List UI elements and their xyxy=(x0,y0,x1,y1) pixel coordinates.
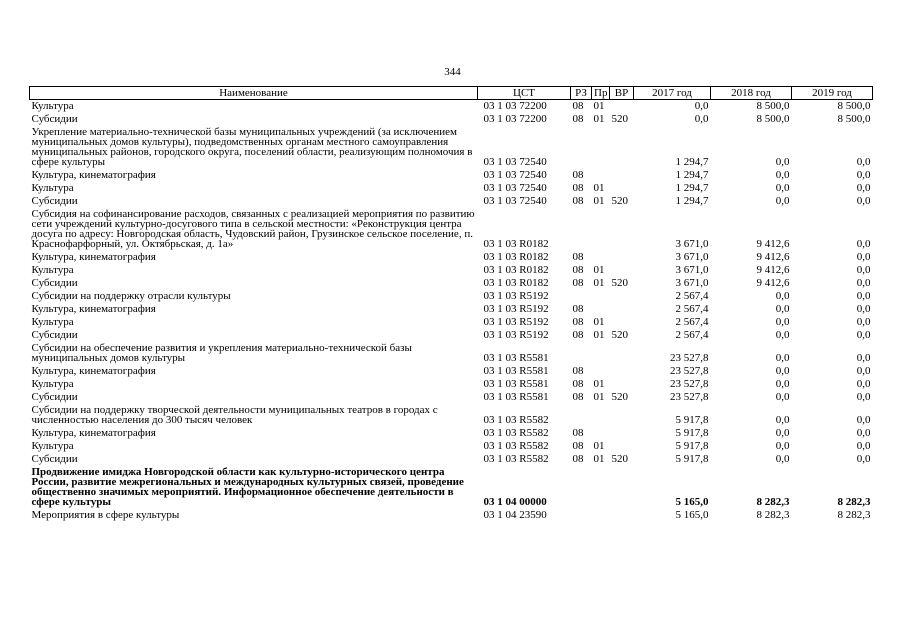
cell-2019: 0,0 xyxy=(856,182,871,194)
table-row xyxy=(30,182,873,195)
cell-2019: 0,0 xyxy=(856,303,871,315)
cell-2018: 0,0 xyxy=(775,427,790,439)
cell-2017: 5 917,8 xyxy=(675,440,709,452)
cell-rz: 08 xyxy=(572,391,584,403)
cell-pr: 01 xyxy=(593,391,605,403)
cell-vr: 520 xyxy=(611,391,628,403)
cell-2017: 0,0 xyxy=(694,113,709,125)
cell-2017: 2 567,4 xyxy=(675,290,709,302)
header-name: Наименование xyxy=(30,87,478,100)
cell-pr xyxy=(592,169,610,182)
cell-2019: 8 282,3 xyxy=(837,509,871,521)
cell-2018: 8 500,0 xyxy=(756,100,790,112)
table-row xyxy=(30,264,873,277)
table-row xyxy=(30,342,873,365)
cell-2018: 9 412,6 xyxy=(756,264,790,276)
cell-cst: 03 1 03 R5192 xyxy=(483,290,549,302)
cell-name: Культура xyxy=(31,182,74,194)
cell-name: Субсидии xyxy=(31,113,78,125)
cell-2018: 9 412,6 xyxy=(756,277,790,289)
table-row xyxy=(30,126,873,169)
cell-pr xyxy=(592,342,610,365)
cell-name: Субсидии xyxy=(31,277,78,289)
cell-rz: 08 xyxy=(572,100,584,112)
cell-cst: 03 1 03 R0182 xyxy=(483,251,549,263)
cell-cst: 03 1 03 72540 xyxy=(483,182,547,194)
cell-cst: 03 1 03 72540 xyxy=(483,156,547,168)
cell-2018: 0,0 xyxy=(775,378,790,390)
cell-2018: 8 282,3 xyxy=(756,496,790,508)
cell-2019: 0,0 xyxy=(856,440,871,452)
cell-2018: 0,0 xyxy=(775,352,790,364)
cell-vr xyxy=(610,342,634,365)
cell-2017: 3 671,0 xyxy=(675,251,709,263)
cell-rz: 08 xyxy=(572,427,584,439)
cell-2019: 0,0 xyxy=(856,290,871,302)
cell-vr xyxy=(610,290,634,303)
cell-name: Субсидии xyxy=(31,453,78,465)
cell-2019: 0,0 xyxy=(856,329,871,341)
table-row xyxy=(30,290,873,303)
table-header-row xyxy=(30,87,873,100)
table-body xyxy=(30,100,873,523)
cell-rz: 08 xyxy=(572,182,584,194)
cell-cst: 03 1 03 R5192 xyxy=(483,329,549,341)
cell-rz: 08 xyxy=(572,251,584,263)
cell-rz xyxy=(571,466,592,509)
cell-cst: 03 1 03 72200 xyxy=(483,113,547,125)
cell-pr: 01 xyxy=(593,195,605,207)
cell-cst: 03 1 03 R0182 xyxy=(483,277,549,289)
cell-rz: 08 xyxy=(572,169,584,181)
cell-pr: 01 xyxy=(593,113,605,125)
cell-rz xyxy=(571,290,592,303)
cell-2018: 8 282,3 xyxy=(756,509,790,521)
cell-vr xyxy=(610,404,634,427)
cell-2018: 0,0 xyxy=(775,365,790,377)
cell-rz xyxy=(571,126,592,169)
cell-2018: 0,0 xyxy=(775,169,790,181)
table-row xyxy=(30,303,873,316)
cell-name: Мероприятия в сфере культуры xyxy=(31,509,180,521)
cell-rz: 08 xyxy=(572,277,584,289)
cell-2019: 8 500,0 xyxy=(837,100,871,112)
cell-rz: 08 xyxy=(572,365,584,377)
table-row xyxy=(30,195,873,208)
cell-rz: 08 xyxy=(572,316,584,328)
header-2017: 2017 год xyxy=(634,87,711,100)
cell-pr: 01 xyxy=(593,453,605,465)
cell-cst: 03 1 03 R5582 xyxy=(483,440,549,452)
cell-name: Продвижение имиджа Новгородской области как культурно-исторического центра России, развитие межрегиональных и международных культурных связей, проведение общественно значимых мероприятий. Информационное обеспечение деятельности в сфере культуры xyxy=(31,466,464,508)
cell-name: Субсидии на обеспечение развития и укрепления материально-технической базы муниципальных домов культуры xyxy=(31,342,412,364)
cell-pr xyxy=(592,404,610,427)
table-row xyxy=(30,453,873,466)
header-vr: ВР xyxy=(610,87,634,100)
cell-cst: 03 1 04 23590 xyxy=(483,509,547,521)
cell-cst: 03 1 03 72540 xyxy=(483,169,547,181)
header-rz: РЗ xyxy=(571,87,592,100)
cell-2018: 9 412,6 xyxy=(756,238,790,250)
cell-cst: 03 1 03 R5582 xyxy=(483,453,549,465)
cell-name: Культура xyxy=(31,264,74,276)
cell-pr: 01 xyxy=(593,316,605,328)
cell-rz: 08 xyxy=(572,453,584,465)
cell-2017: 5 165,0 xyxy=(675,496,709,508)
cell-2019: 0,0 xyxy=(856,251,871,263)
table-row xyxy=(30,466,873,509)
header-2018: 2018 год xyxy=(711,87,792,100)
cell-vr xyxy=(610,440,634,453)
cell-2018: 9 412,6 xyxy=(756,251,790,263)
cell-2018: 0,0 xyxy=(775,316,790,328)
cell-pr xyxy=(592,509,610,522)
table-row xyxy=(30,440,873,453)
cell-rz xyxy=(571,404,592,427)
table-row xyxy=(30,391,873,404)
cell-2019: 0,0 xyxy=(856,277,871,289)
cell-vr xyxy=(610,264,634,277)
table-row xyxy=(30,404,873,427)
cell-vr xyxy=(610,303,634,316)
cell-2019: 0,0 xyxy=(856,414,871,426)
cell-name: Субсидии на поддержку творческой деятельности муниципальных театров в городах с численностью населения до 300 тысяч человек xyxy=(31,404,438,426)
cell-name: Субсидии xyxy=(31,195,78,207)
cell-2018: 0,0 xyxy=(775,391,790,403)
cell-2019: 8 500,0 xyxy=(837,113,871,125)
cell-name: Субсидия на софинансирование расходов, связанных с реализацией мероприятия по развитию сети учреждений культурно-досугового типа в сельской местности: «Реконструкция центра досуга по адресу: Новгородская область, Чудовский район, Грузинское сельское поселение, п. Краснофарфорный, ул. Октябрьская, д. 1а» xyxy=(31,208,475,250)
cell-rz: 08 xyxy=(572,440,584,452)
cell-2018: 0,0 xyxy=(775,329,790,341)
table-row xyxy=(30,277,873,290)
cell-vr xyxy=(610,169,634,182)
cell-2017: 0,0 xyxy=(694,100,709,112)
header-2019: 2019 год xyxy=(792,87,873,100)
cell-2018: 0,0 xyxy=(775,440,790,452)
cell-2017: 3 671,0 xyxy=(675,238,709,250)
header-pr: Пр xyxy=(592,87,610,100)
table-row xyxy=(30,100,873,114)
cell-pr xyxy=(592,251,610,264)
cell-cst: 03 1 03 R5582 xyxy=(483,427,549,439)
cell-cst: 03 1 03 R5581 xyxy=(483,365,549,377)
cell-2017: 1 294,7 xyxy=(675,169,709,181)
cell-pr: 01 xyxy=(593,440,605,452)
cell-cst: 03 1 03 R5192 xyxy=(483,303,549,315)
cell-vr xyxy=(610,208,634,251)
cell-2017: 2 567,4 xyxy=(675,316,709,328)
cell-name: Культура, кинематография xyxy=(31,251,156,263)
cell-vr: 520 xyxy=(611,113,628,125)
cell-rz: 08 xyxy=(572,378,584,390)
cell-rz xyxy=(571,342,592,365)
cell-2019: 0,0 xyxy=(856,352,871,364)
page-number: 344 xyxy=(444,66,461,78)
cell-vr xyxy=(610,427,634,440)
cell-name: Культура xyxy=(31,378,74,390)
cell-vr xyxy=(610,365,634,378)
cell-rz: 08 xyxy=(572,264,584,276)
cell-2018: 0,0 xyxy=(775,182,790,194)
cell-cst: 03 1 03 R5581 xyxy=(483,352,549,364)
cell-name: Субсидии xyxy=(31,329,78,341)
cell-pr: 01 xyxy=(593,182,605,194)
cell-2019: 0,0 xyxy=(856,156,871,168)
table-row xyxy=(30,365,873,378)
table-row xyxy=(30,113,873,126)
cell-2017: 5 165,0 xyxy=(675,509,709,521)
cell-vr xyxy=(610,509,634,522)
cell-vr xyxy=(610,378,634,391)
cell-pr: 01 xyxy=(593,100,605,112)
cell-2019: 0,0 xyxy=(856,365,871,377)
cell-2017: 1 294,7 xyxy=(675,156,709,168)
cell-pr xyxy=(592,126,610,169)
cell-pr: 01 xyxy=(593,264,605,276)
cell-vr xyxy=(610,100,634,114)
cell-2019: 0,0 xyxy=(856,378,871,390)
cell-cst: 03 1 03 72540 xyxy=(483,195,547,207)
cell-2017: 2 567,4 xyxy=(675,303,709,315)
cell-vr: 520 xyxy=(611,453,628,465)
cell-vr xyxy=(610,126,634,169)
cell-2019: 0,0 xyxy=(856,195,871,207)
cell-vr xyxy=(610,316,634,329)
cell-2019: 0,0 xyxy=(856,264,871,276)
cell-vr xyxy=(610,466,634,509)
cell-2019: 0,0 xyxy=(856,427,871,439)
cell-rz: 08 xyxy=(572,329,584,341)
cell-2019: 0,0 xyxy=(856,453,871,465)
cell-pr xyxy=(592,303,610,316)
cell-name: Культура, кинематография xyxy=(31,365,156,377)
cell-2019: 0,0 xyxy=(856,238,871,250)
cell-cst: 03 1 04 00000 xyxy=(483,496,547,508)
cell-name: Культура, кинематография xyxy=(31,427,156,439)
cell-2017: 23 527,8 xyxy=(670,391,709,403)
cell-cst: 03 1 03 R5581 xyxy=(483,378,549,390)
cell-rz: 08 xyxy=(572,195,584,207)
table-row xyxy=(30,169,873,182)
cell-name: Субсидии xyxy=(31,391,78,403)
cell-2017: 1 294,7 xyxy=(675,182,709,194)
cell-2017: 5 917,8 xyxy=(675,414,709,426)
cell-rz: 08 xyxy=(572,303,584,315)
cell-2017: 5 917,8 xyxy=(675,427,709,439)
cell-pr: 01 xyxy=(593,329,605,341)
cell-cst: 03 1 03 72200 xyxy=(483,100,547,112)
cell-2018: 0,0 xyxy=(775,453,790,465)
cell-pr: 01 xyxy=(593,378,605,390)
cell-vr xyxy=(610,251,634,264)
table-row xyxy=(30,251,873,264)
cell-name: Укрепление материально-технической базы муниципальных учреждений (за исключением муниципальных домов культуры), подведомственных органам местного самоуправления муниципальных районов, городского округа, поселений области, реализующим полномочия в сфере культуры xyxy=(31,126,473,168)
cell-pr xyxy=(592,466,610,509)
cell-2019: 0,0 xyxy=(856,316,871,328)
cell-vr: 520 xyxy=(611,195,628,207)
cell-2018: 0,0 xyxy=(775,303,790,315)
cell-2017: 23 527,8 xyxy=(670,352,709,364)
cell-2017: 23 527,8 xyxy=(670,365,709,377)
cell-2018: 0,0 xyxy=(775,290,790,302)
cell-2019: 0,0 xyxy=(856,391,871,403)
table-row xyxy=(30,208,873,251)
table-row xyxy=(30,509,873,522)
cell-vr: 520 xyxy=(611,329,628,341)
cell-rz: 08 xyxy=(572,113,584,125)
cell-2017: 23 527,8 xyxy=(670,378,709,390)
cell-vr: 520 xyxy=(611,277,628,289)
cell-rz xyxy=(571,208,592,251)
cell-2017: 3 671,0 xyxy=(675,264,709,276)
cell-2018: 0,0 xyxy=(775,414,790,426)
cell-2017: 5 917,8 xyxy=(675,453,709,465)
table-row xyxy=(30,329,873,342)
cell-2017: 1 294,7 xyxy=(675,195,709,207)
cell-name: Культура xyxy=(31,440,74,452)
cell-name: Культура xyxy=(31,316,74,328)
table-row xyxy=(30,427,873,440)
cell-2017: 3 671,0 xyxy=(675,277,709,289)
cell-pr xyxy=(592,365,610,378)
cell-name: Субсидии на поддержку отрасли культуры xyxy=(31,290,231,302)
cell-pr: 01 xyxy=(593,277,605,289)
cell-pr xyxy=(592,290,610,303)
cell-2017: 2 567,4 xyxy=(675,329,709,341)
cell-2018: 0,0 xyxy=(775,195,790,207)
cell-name: Культура xyxy=(31,100,74,112)
cell-cst: 03 1 03 R5581 xyxy=(483,391,549,403)
cell-cst: 03 1 03 R5582 xyxy=(483,414,549,426)
cell-cst: 03 1 03 R0182 xyxy=(483,238,549,250)
cell-2019: 8 282,3 xyxy=(837,496,871,508)
cell-2018: 0,0 xyxy=(775,156,790,168)
header-cst: ЦСТ xyxy=(478,87,571,100)
cell-2019: 0,0 xyxy=(856,169,871,181)
table-row xyxy=(30,378,873,391)
cell-cst: 03 1 03 R0182 xyxy=(483,264,549,276)
cell-pr xyxy=(592,208,610,251)
cell-name: Культура, кинематография xyxy=(31,169,156,181)
cell-vr xyxy=(610,182,634,195)
cell-rz xyxy=(571,509,592,522)
budget-table xyxy=(29,86,873,522)
cell-2018: 8 500,0 xyxy=(756,113,790,125)
cell-pr xyxy=(592,427,610,440)
cell-name: Культура, кинематография xyxy=(31,303,156,315)
cell-cst: 03 1 03 R5192 xyxy=(483,316,549,328)
table-row xyxy=(30,316,873,329)
